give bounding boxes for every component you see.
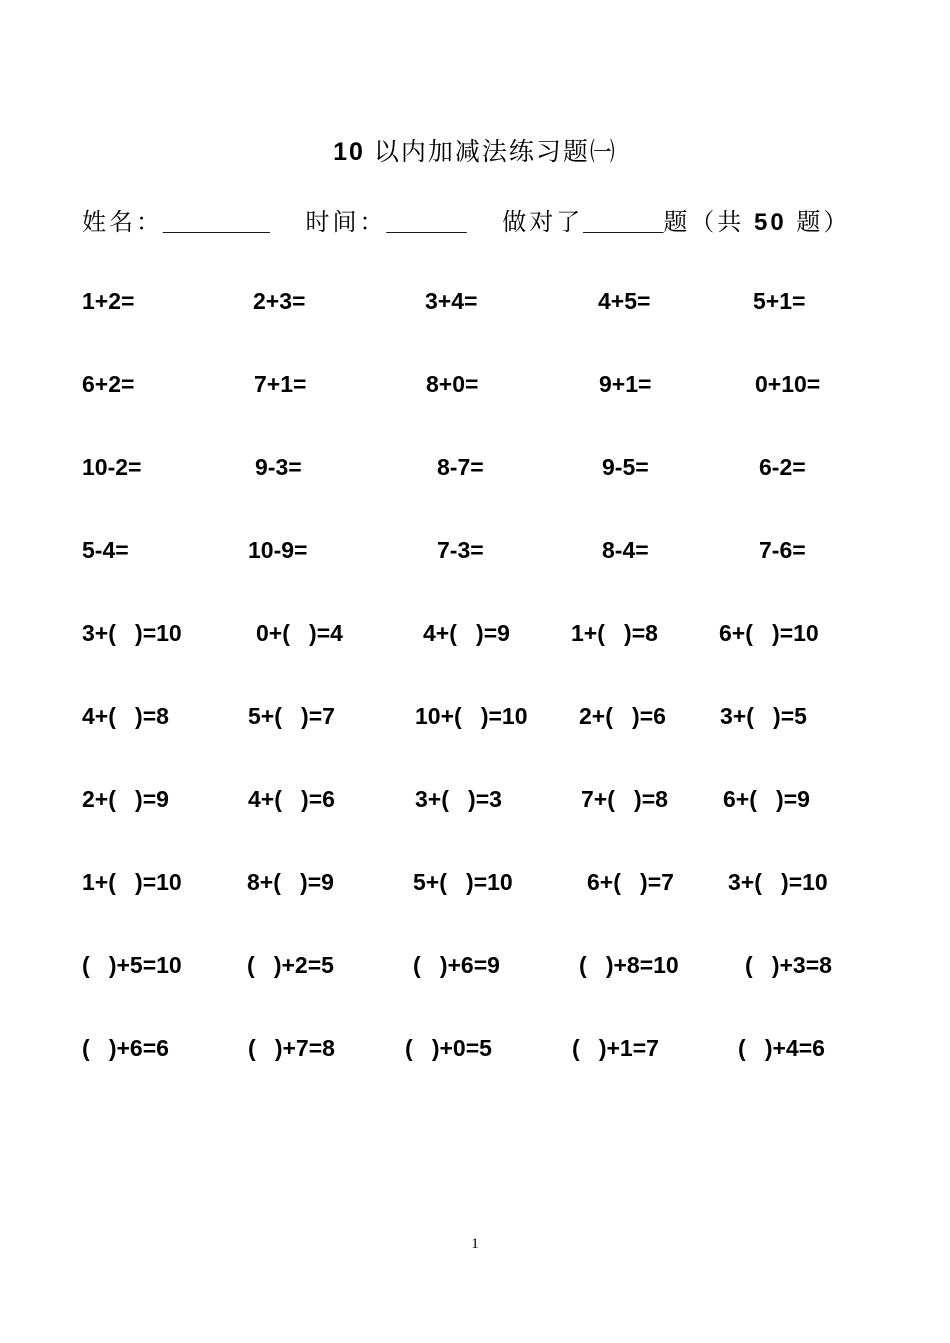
problem-item: ( )+4=6 (738, 1035, 825, 1061)
problem-item: 6+( )=7 (587, 869, 674, 895)
problem-grid (82, 286, 882, 1116)
problem-item: 3+( )=3 (415, 786, 502, 812)
problem-item: 10-2= (82, 454, 142, 480)
problem-item: 6+( )=10 (719, 620, 819, 646)
problem-row (82, 1033, 882, 1116)
problem-item: 8-4= (602, 537, 649, 563)
problem-item: 1+( )=10 (82, 869, 182, 895)
problem-item: 6-2= (759, 454, 806, 480)
problem-item: 1+( )=8 (571, 620, 658, 646)
problem-item: 10-9= (248, 537, 308, 563)
time-label: 时间： (305, 209, 387, 236)
problem-row (82, 286, 882, 369)
problem-item: 0+10= (755, 371, 821, 397)
problem-item: 7+( )=8 (581, 786, 668, 812)
page-title (0, 132, 950, 168)
problem-item: ( )+5=10 (82, 952, 182, 978)
problem-item: 7-3= (437, 537, 484, 563)
name-blank[interactable]: ________ (163, 209, 270, 236)
problem-row (82, 535, 882, 618)
problem-item: ( )+7=8 (248, 1035, 335, 1061)
problem-item: 6+2= (82, 371, 135, 397)
problem-item: 1+2= (82, 288, 135, 314)
problem-row (82, 867, 882, 950)
problem-item: 5+( )=10 (413, 869, 513, 895)
problem-item: 5-4= (82, 537, 129, 563)
problem-item: ( )+6=9 (413, 952, 500, 978)
correct-label: 做对了 (502, 209, 584, 236)
name-label: 姓名： (82, 209, 163, 236)
title-number: 10 (333, 138, 365, 166)
problem-item: 8-7= (437, 454, 484, 480)
problem-item: 2+( )=6 (579, 703, 666, 729)
total-count: 50 (753, 209, 787, 236)
problem-item: 4+( )=8 (82, 703, 169, 729)
problem-item: 9+1= (599, 371, 652, 397)
correct-blank[interactable]: ______ (583, 209, 664, 236)
problem-item: 5+1= (753, 288, 806, 314)
problem-item: 9-3= (255, 454, 302, 480)
problem-item: 4+5= (598, 288, 651, 314)
title-text: 以内加减法练习题㈠ (373, 138, 617, 166)
problem-item: 3+4= (425, 288, 478, 314)
problem-row (82, 701, 882, 784)
problem-item: 3+( )=10 (82, 620, 182, 646)
problem-item: 5+( )=7 (248, 703, 335, 729)
problem-row (82, 369, 882, 452)
problem-item: 6+( )=9 (723, 786, 810, 812)
problem-item: 10+( )=10 (415, 703, 528, 729)
problem-item: ( )+8=10 (579, 952, 679, 978)
problem-item: 9-5= (602, 454, 649, 480)
correct-suffix: 题（共 (663, 209, 745, 236)
problem-item: ( )+3=8 (745, 952, 832, 978)
problem-item: ( )+2=5 (247, 952, 334, 978)
problem-item: ( )+6=6 (82, 1035, 169, 1061)
problem-item: 7+1= (254, 371, 307, 397)
problem-item: 2+( )=9 (82, 786, 169, 812)
problem-row (82, 452, 882, 535)
time-blank[interactable]: ______ (386, 209, 467, 236)
problem-item: 4+( )=6 (248, 786, 335, 812)
problem-item: 2+3= (253, 288, 306, 314)
problem-item: 4+( )=9 (423, 620, 510, 646)
problem-item: 3+( )=10 (728, 869, 828, 895)
student-info-line (82, 202, 850, 237)
problem-item: 8+( )=9 (247, 869, 334, 895)
total-suffix: 题） (796, 209, 851, 236)
page-number: 1 (471, 1236, 479, 1252)
problem-item: 0+( )=4 (256, 620, 343, 646)
problem-row (82, 784, 882, 867)
problem-item: ( )+1=7 (572, 1035, 659, 1061)
problem-item: 8+0= (426, 371, 479, 397)
problem-row (82, 950, 882, 1033)
problem-item: 3+( )=5 (720, 703, 807, 729)
problem-item: ( )+0=5 (405, 1035, 492, 1061)
problem-row (82, 618, 882, 701)
problem-item: 7-6= (759, 537, 806, 563)
